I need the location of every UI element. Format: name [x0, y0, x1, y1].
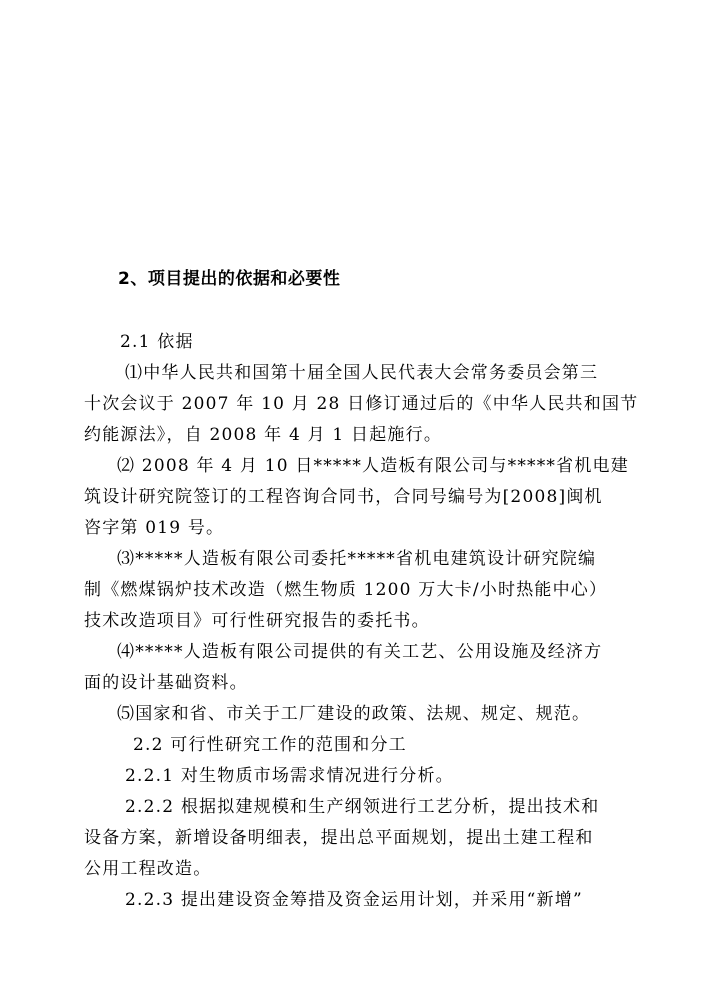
item-3-line-1: ⑶*****人造板有限公司委托*****省机电建筑设计研究院编	[117, 549, 597, 569]
item-2-2-2-line-3: 公用工程改造。	[84, 859, 212, 879]
item-1-line-3: 约能源法》，自 2008 年 4 月 1 日起施行。	[84, 425, 443, 445]
item-5-line-1: ⑸国家和省、市关于工厂建设的政策、法规、规定、规范。	[117, 704, 591, 724]
item-2-2-2-line-2: 设备方案，新增设备明细表，提出总平面规划，提出土建工程和	[84, 828, 594, 848]
item-2-2-2-line-1: 2.2.2 根据拟建规模和生产纲领进行工艺分析，提出技术和	[125, 797, 600, 817]
item-2-2-1-line-1: 2.2.1 对生物质市场需求情况进行分析。	[125, 766, 454, 786]
item-4-line-2: 面的设计基础资料。	[84, 673, 248, 693]
subsection-2-2-title: 2.2 可行性研究工作的范围和分工	[133, 735, 407, 755]
item-3-line-3: 技术改造项目》可行性研究报告的委托书。	[84, 611, 430, 631]
subsection-2-1-title: 2.1 依据	[120, 332, 194, 352]
item-2-line-3: 咨字第 019 号。	[84, 518, 225, 538]
item-2-2-3-line-1: 2.2.3 提出建设资金筹措及资金运用计划，并采用“新增”	[125, 890, 583, 910]
item-1-line-1: ⑴中华人民共和国第十届全国人民代表大会常务委员会第三	[125, 363, 599, 383]
item-2-line-1: ⑵ 2008 年 4 月 10 日*****人造板有限公司与*****省机电建	[117, 456, 629, 476]
section-heading: 2、项目提出的依据和必要性	[118, 269, 341, 289]
item-4-line-1: ⑷*****人造板有限公司提供的有关工艺、公用设施及经济方	[117, 642, 603, 662]
item-3-line-2: 制《燃煤锅炉技术改造（燃生物质 1200 万大卡/小时热能中心）	[84, 580, 608, 600]
item-1-line-2: 十次会议于 2007 年 10 月 28 日修订通过后的《中华人民共和国节	[84, 394, 639, 414]
item-2-line-2: 筑设计研究院签订的工程咨询合同书，合同号编号为[2008]闽机	[84, 487, 603, 507]
